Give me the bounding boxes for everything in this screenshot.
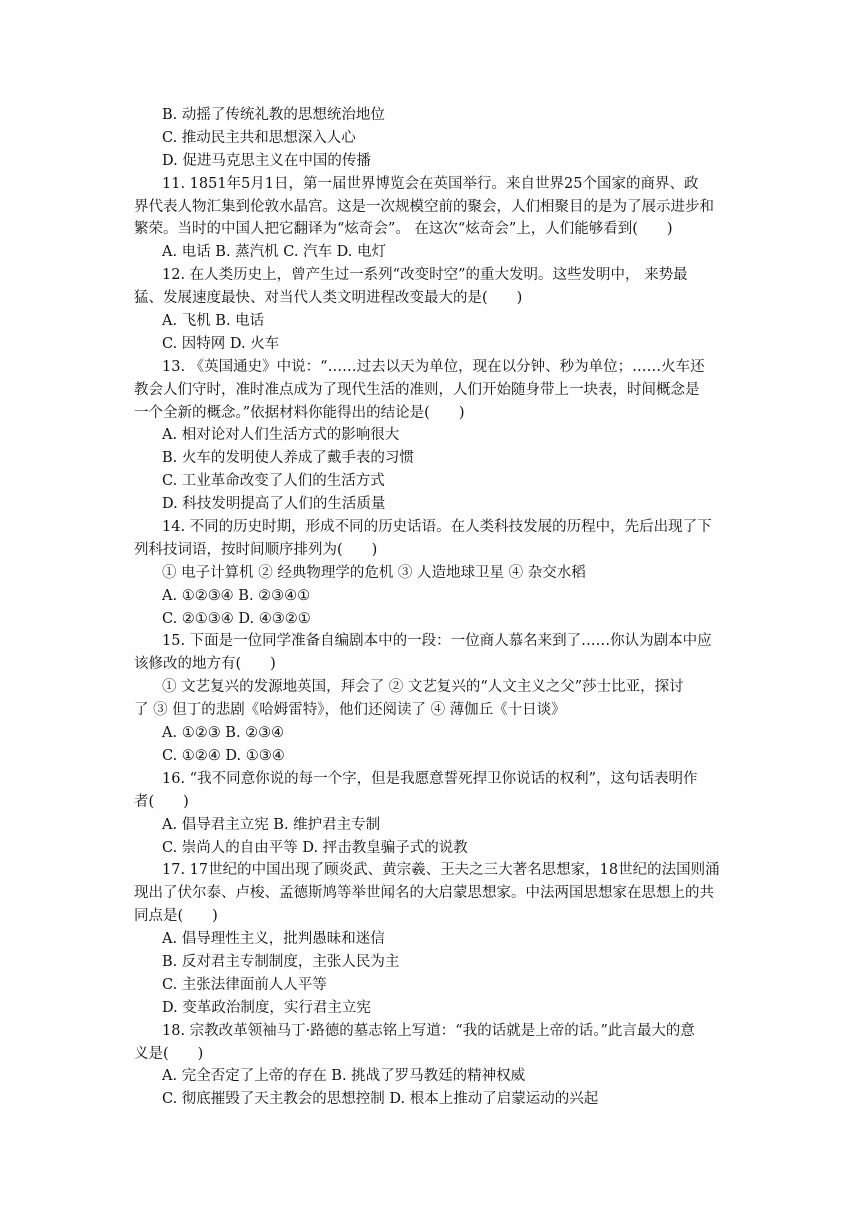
question-line: 12. 在人类历史上，曾产生过一系列“改变时空”的重大发明。这些发明中， 来势最 [162, 267, 688, 284]
question-continuation-line: 一个全新的概念。”依据材料你能得出的结论是( ) [134, 404, 465, 421]
question-continuation-line: 教会人们守时，准时准点成为了现代生活的准则，人们开始随身带上一块表，时间概念是 [134, 381, 700, 398]
question-continuation-line: 了 ③ 但丁的悲剧《哈姆雷特》，他们还阅读了 ④ 薄伽丘《十日谈》 [134, 702, 566, 719]
question-line: 15. 下面是一位同学准备自编剧本中的一段：一位商人慕名来到了……你认为剧本中应 [162, 633, 712, 650]
answer-option-line: C. 推动民主共和思想深入人心 [162, 129, 356, 146]
question-line: 16. “我不同意你说的每一个字，但是我愿意誓死捍卫你说话的权利”，这句话表明作 [162, 770, 698, 787]
answer-option-line: C. 主张法律面前人人平等 [162, 976, 327, 993]
question-continuation-line: 该修改的地方有( ) [134, 656, 276, 673]
answer-option-line: C. 崇尚人的自由平等 D. 抨击教皇骗子式的说教 [162, 839, 468, 856]
exam-questions-text [134, 104, 738, 1111]
answer-option-line: A. ①②③ B. ②③④ [162, 725, 285, 742]
answer-option-line: B. 反对君主专制制度，主张人民为主 [162, 953, 400, 970]
answer-option-line: C. 彻底摧毁了天主教会的思想控制 D. 根本上推动了启蒙运动的兴起 [162, 1091, 599, 1108]
question-line: 13. 《英国通史》中说：“……过去以天为单位，现在以分钟、秒为单位；……火车还 [162, 358, 705, 375]
answer-option-line: C. 工业革命改变了人们的生活方式 [162, 473, 385, 490]
answer-option-line: D. 变革政治制度，实行君主立宪 [162, 999, 371, 1016]
question-continuation-line: 列科技词语，按时间顺序排列为( ) [134, 541, 378, 558]
question-continuation-line: 界代表人物汇集到伦敦水晶宫。这是一次规模空前的聚会，人们相聚目的是为了展示进步和 [134, 198, 714, 215]
question-line: 17. 17世纪的中国出现了顾炎武、黄宗羲、王夫之三大著名思想家，18世纪的法国则涌 [162, 862, 720, 879]
question-line: 14. 不同的历史时期，形成不同的历史话语。在人类科技发展的历程中，先后出现了下 [162, 519, 712, 536]
question-continuation-line: 者( ) [134, 793, 189, 810]
answer-option-line: C. ②①③④ D. ④③②① [162, 610, 311, 627]
answer-option-line: D. 促进马克思主义在中国的传播 [162, 152, 371, 169]
answer-option-line: C. ①②④ D. ①③④ [162, 747, 285, 764]
answer-option-line: A. 飞机 B. 电话 [162, 313, 265, 330]
question-continuation-line: 猛、发展速度最快、对当代人类文明进程改变最大的是( ) [134, 290, 523, 307]
answer-option-line: C. 因特网 D. 火车 [162, 335, 280, 352]
answer-option-line: B. 动摇了传统礼教的思想统治地位 [162, 107, 385, 123]
question-continuation-line: 同点是( ) [134, 908, 218, 925]
answer-option-line: A. 倡导理性主义，批判愚昧和迷信 [162, 931, 385, 948]
answer-option-line: A. 完全否定了上帝的存在 B. 挑战了罗马教廷的精神权威 [162, 1068, 526, 1085]
answer-option-line: ① 电子计算机 ② 经典物理学的危机 ③ 人造地球卫星 ④ 杂交水稻 [162, 564, 586, 581]
answer-option-line: D. 科技发明提高了人们的生活质量 [162, 496, 386, 513]
question-line: 18. 宗教改革领袖马丁·路德的墓志铭上写道：“我的话就是上帝的话。”此言最大的意 [162, 1022, 695, 1039]
answer-option-line: A. 电话 B. 蒸汽机 C. 汽车 D. 电灯 [162, 244, 387, 261]
question-line: 11. 1851年5月1日，第一届世界博览会在英国举行。来自世界25个国家的商界、政 [162, 175, 699, 192]
answer-option-line: B. 火车的发明使人养成了戴手表的习惯 [162, 450, 414, 467]
question-line: ① 文艺复兴的发源地英国，拜会了 ② 文艺复兴的“人文主义之父”莎士比亚，探讨 [162, 679, 684, 696]
question-continuation-line: 繁荣。当时的中国人把它翻译为“炫奇会”。 在这次“炫奇会”上，人们能够看到( ) [134, 221, 673, 238]
question-continuation-line: 义是( ) [134, 1045, 204, 1062]
answer-option-line: A. 倡导君主立宪 B. 维护君主专制 [162, 816, 381, 833]
question-continuation-line: 现出了伏尔泰、卢梭、孟德斯鸠等举世闻名的大启蒙思想家。中法两国思想家在思想上的共 [134, 885, 714, 902]
answer-option-line: A. 相对论对人们生活方式的影响很大 [162, 427, 400, 444]
answer-option-line: A. ①②③④ B. ②③④① [162, 587, 311, 604]
